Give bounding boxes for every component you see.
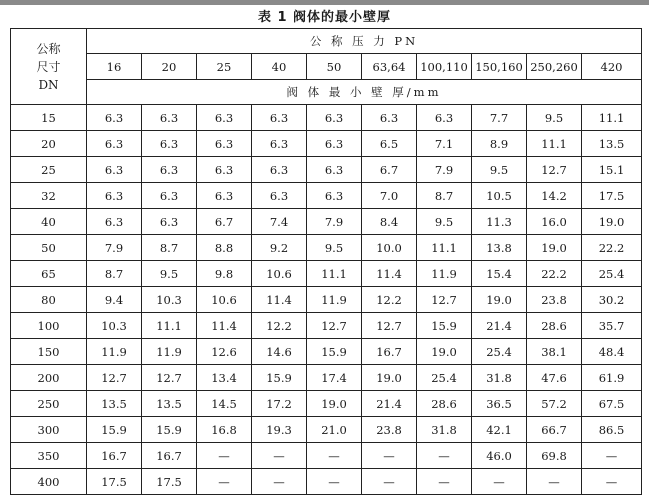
thickness-cell: 8.9 [472,131,527,157]
thickness-cell: 16.7 [362,339,417,365]
thickness-cell: 7.4 [252,209,307,235]
thickness-cell: 6.3 [197,157,252,183]
thickness-cell: — [307,469,362,495]
thickness-cell: 14.2 [527,183,582,209]
thickness-cell: 6.3 [307,183,362,209]
thickness-cell: 12.7 [417,287,472,313]
thickness-cell: — [417,443,472,469]
thickness-cell: 15.9 [142,417,197,443]
table-row [11,417,642,443]
thickness-cell: 19.0 [472,287,527,313]
table-row [11,183,642,209]
thickness-cell: 15.9 [417,313,472,339]
table-row [11,469,642,495]
table-row [11,209,642,235]
thickness-cell: 17.2 [252,391,307,417]
thickness-cell: 6.3 [142,157,197,183]
thickness-cell: 22.2 [582,235,642,261]
pn-value-cell: 420 [582,54,642,80]
thickness-cell: 35.7 [582,313,642,339]
thickness-cell: 12.7 [527,157,582,183]
table-body [11,105,642,495]
thickness-cell: — [252,443,307,469]
table-row [11,443,642,469]
thickness-cell: 16.8 [197,417,252,443]
thickness-cell: 9.5 [472,157,527,183]
thickness-cell: 21.0 [307,417,362,443]
thickness-cell: 12.7 [307,313,362,339]
thickness-cell: 12.7 [87,365,142,391]
dn-cell: 32 [11,183,87,209]
thickness-cell: 7.1 [417,131,472,157]
unit-header-cell [87,80,642,105]
dn-cell: 25 [11,157,87,183]
table-row [11,105,642,131]
thickness-cell: 42.1 [472,417,527,443]
thickness-cell: 11.4 [197,313,252,339]
thickness-cell: 9.8 [197,261,252,287]
table-title: 表 1 阀体的最小壁厚 [257,10,392,25]
thickness-cell: 6.3 [197,131,252,157]
thickness-cell: 6.3 [307,157,362,183]
thickness-cell: 47.6 [527,365,582,391]
thickness-cell: 15.1 [582,157,642,183]
thickness-cell: 6.3 [307,105,362,131]
thickness-cell: 9.5 [527,105,582,131]
thickness-cell: — [527,469,582,495]
thickness-cell: 30.2 [582,287,642,313]
thickness-cell: 31.8 [417,417,472,443]
thickness-cell: 19.0 [527,235,582,261]
thickness-cell: 9.5 [417,209,472,235]
thickness-cell: 6.3 [252,183,307,209]
thickness-cell: 66.7 [527,417,582,443]
pn-value-cell: 40 [252,54,307,80]
thickness-cell: 15.9 [252,365,307,391]
table-row [11,365,642,391]
thickness-cell: 12.2 [362,287,417,313]
dn-cell: 40 [11,209,87,235]
thickness-cell: — [307,443,362,469]
dn-cell: 100 [11,313,87,339]
thickness-cell: — [472,469,527,495]
thickness-cell: 8.7 [417,183,472,209]
thickness-cell: — [252,469,307,495]
thickness-cell: — [582,469,642,495]
thickness-cell: 10.0 [362,235,417,261]
thickness-cell: 28.6 [527,313,582,339]
thickness-cell: 12.2 [252,313,307,339]
pn-value-cell: 63,64 [362,54,417,80]
dn-header-cell [11,29,87,105]
thickness-cell: 23.8 [527,287,582,313]
thickness-cell: 11.1 [582,105,642,131]
dn-cell: 150 [11,339,87,365]
thickness-cell: 48.4 [582,339,642,365]
thickness-cell: 12.6 [197,339,252,365]
thickness-cell: 14.5 [197,391,252,417]
table-row [11,339,642,365]
thickness-cell: — [417,469,472,495]
thickness-cell: 13.8 [472,235,527,261]
dn-cell: 400 [11,469,87,495]
thickness-cell: 15.4 [472,261,527,287]
thickness-cell: 8.4 [362,209,417,235]
thickness-cell: 11.1 [527,131,582,157]
thickness-cell: 11.4 [362,261,417,287]
dn-label-line: DN [38,77,59,92]
thickness-cell: 6.3 [362,105,417,131]
thickness-cell: 11.9 [417,261,472,287]
table-row [11,261,642,287]
dn-label-line: 公称 [36,41,61,56]
thickness-cell: 6.3 [142,183,197,209]
thickness-cell: 6.3 [252,157,307,183]
table-row [11,131,642,157]
thickness-cell: 11.1 [417,235,472,261]
thickness-cell: 9.4 [87,287,142,313]
thickness-cell: 36.5 [472,391,527,417]
pn-header-label: 公 称 压 力 PN [309,34,419,48]
pn-value-cell: 25 [197,54,252,80]
thickness-cell: — [197,443,252,469]
thickness-cell: 16.7 [142,443,197,469]
thickness-cell: 6.3 [87,157,142,183]
pn-values-row [11,54,642,80]
thickness-cell: 10.3 [142,287,197,313]
dn-cell: 15 [11,105,87,131]
thickness-cell: 6.3 [197,183,252,209]
thickness-cell: 25.4 [472,339,527,365]
thickness-cell: 17.5 [142,469,197,495]
thickness-cell: 31.8 [472,365,527,391]
thickness-cell: 11.3 [472,209,527,235]
thickness-cell: 57.2 [527,391,582,417]
thickness-cell: 11.1 [142,313,197,339]
dn-cell: 350 [11,443,87,469]
pn-value-cell: 150,160 [472,54,527,80]
thickness-cell: 15.9 [87,417,142,443]
thickness-cell: — [362,469,417,495]
wall-thickness-table [10,28,642,495]
thickness-cell: 15.9 [307,339,362,365]
table-row [11,157,642,183]
thickness-cell: 7.7 [472,105,527,131]
thickness-cell: 16.0 [527,209,582,235]
dn-cell: 65 [11,261,87,287]
thickness-cell: 9.5 [307,235,362,261]
thickness-cell: 8.8 [197,235,252,261]
thickness-cell: 6.3 [307,131,362,157]
pn-header-cell [87,29,642,54]
dn-cell: 250 [11,391,87,417]
previous-page-text-strip [0,0,649,5]
thickness-cell: 6.3 [197,105,252,131]
thickness-cell: 17.5 [582,183,642,209]
dn-cell: 50 [11,235,87,261]
thickness-cell: 6.7 [197,209,252,235]
thickness-cell: 6.3 [142,105,197,131]
thickness-cell: 25.4 [417,365,472,391]
thickness-cell: 10.6 [197,287,252,313]
thickness-cell: 86.5 [582,417,642,443]
thickness-cell: 11.1 [307,261,362,287]
pn-value-cell: 50 [307,54,362,80]
thickness-cell: 9.5 [142,261,197,287]
thickness-cell: 7.9 [307,209,362,235]
thickness-cell: 12.7 [142,365,197,391]
thickness-cell: 11.4 [252,287,307,313]
thickness-cell: 46.0 [472,443,527,469]
thickness-cell: 6.3 [142,131,197,157]
thickness-cell: 25.4 [582,261,642,287]
thickness-cell: 13.5 [582,131,642,157]
thickness-cell: 10.6 [252,261,307,287]
thickness-cell: 61.9 [582,365,642,391]
thickness-cell: 12.7 [362,313,417,339]
dn-cell: 300 [11,417,87,443]
thickness-cell: 7.9 [87,235,142,261]
thickness-cell: 8.7 [87,261,142,287]
dn-cell: 80 [11,287,87,313]
table-row [11,287,642,313]
thickness-cell: 23.8 [362,417,417,443]
thickness-cell: 10.5 [472,183,527,209]
dn-cell: 200 [11,365,87,391]
thickness-cell: 17.5 [87,469,142,495]
thickness-cell: 6.3 [252,131,307,157]
thickness-cell: 6.5 [362,131,417,157]
thickness-cell: 17.4 [307,365,362,391]
thickness-cell: 19.0 [307,391,362,417]
thickness-cell: 13.4 [197,365,252,391]
thickness-cell: 19.0 [417,339,472,365]
thickness-cell: 10.3 [87,313,142,339]
thickness-cell: 6.7 [362,157,417,183]
thickness-cell: — [362,443,417,469]
thickness-cell: 21.4 [472,313,527,339]
thickness-cell: 21.4 [362,391,417,417]
thickness-cell: 38.1 [527,339,582,365]
thickness-cell: 16.7 [87,443,142,469]
thickness-cell: 6.3 [87,105,142,131]
thickness-cell: 14.6 [252,339,307,365]
thickness-cell: 6.3 [87,209,142,235]
dn-cell: 20 [11,131,87,157]
thickness-cell: 8.7 [142,235,197,261]
thickness-cell: 69.8 [527,443,582,469]
thickness-cell: 67.5 [582,391,642,417]
thickness-cell: 19.0 [582,209,642,235]
thickness-cell: 9.2 [252,235,307,261]
thickness-cell: — [582,443,642,469]
table-row [11,391,642,417]
thickness-cell: 19.3 [252,417,307,443]
thickness-cell: 13.5 [142,391,197,417]
table-row [11,313,642,339]
thickness-cell: 6.3 [87,183,142,209]
pn-value-cell: 20 [142,54,197,80]
thickness-cell: 11.9 [307,287,362,313]
table-row [11,235,642,261]
thickness-cell: 6.3 [252,105,307,131]
unit-header-label: 阀 体 最 小 壁 厚/mm [286,85,442,99]
thickness-cell: 6.3 [142,209,197,235]
thickness-cell: 19.0 [362,365,417,391]
thickness-cell: 6.3 [87,131,142,157]
pn-value-cell: 16 [87,54,142,80]
thickness-cell: 7.0 [362,183,417,209]
thickness-cell: 13.5 [87,391,142,417]
thickness-cell: 6.3 [417,105,472,131]
pn-value-cell: 100,110 [417,54,472,80]
thickness-cell: 7.9 [417,157,472,183]
thickness-cell: 22.2 [527,261,582,287]
thickness-cell: — [197,469,252,495]
thickness-cell: 28.6 [417,391,472,417]
thickness-cell: 11.9 [142,339,197,365]
thickness-cell: 11.9 [87,339,142,365]
dn-label-line: 尺寸 [36,59,61,74]
pn-value-cell: 250,260 [527,54,582,80]
